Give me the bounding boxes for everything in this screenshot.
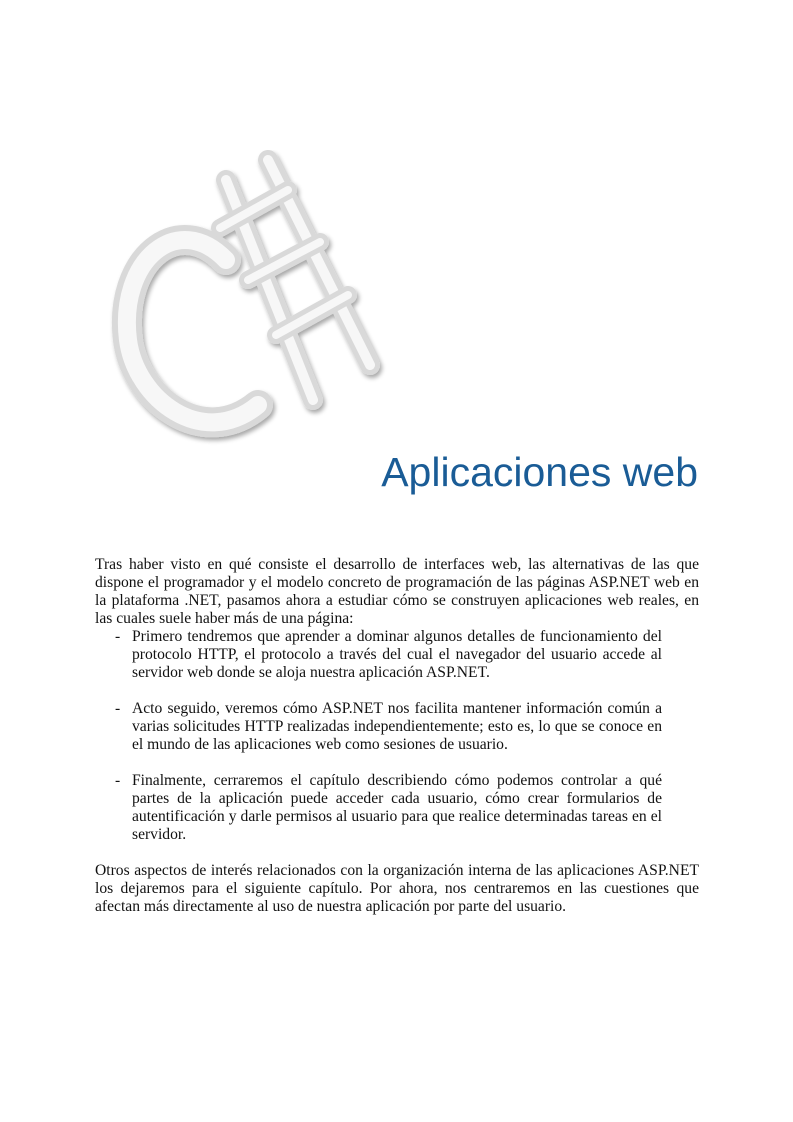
outro-paragraph: Otros aspectos de interés relacionados con la organización interna de las aplicaciones ASP.NET los dejaremos para el siguiente capítulo. Por ahora, nos centraremos en las cuestiones que afectan más directamente al uso de nuestra aplicación por parte del usuario. (95, 862, 699, 915)
list-item-text: Primero tendremos que aprender a dominar algunos detalles de funcionamiento del protocolo HTTP, el protocolo a través del cual el navegador del usuario accede al servidor web donde se aloja nuestra aplicación ASP.NET. (132, 628, 662, 681)
list-item (115, 700, 662, 754)
topic-list (95, 628, 699, 844)
bullet-marker: - (115, 700, 121, 717)
bullet-marker: - (115, 628, 121, 645)
list-item-text: Finalmente, cerraremos el capítulo describiendo cómo podemos controlar a qué partes de la aplicación puede acceder cada usuario, cómo crear formularios de autentificación y darle permisos al usuario para que realice determinadas tareas en el servidor. (132, 772, 662, 843)
chapter-title: Aplicaciones web (381, 449, 698, 495)
bullet-marker: - (115, 772, 121, 789)
csharp-logo-icon (108, 150, 398, 450)
chapter-body (95, 556, 699, 916)
intro-paragraph: Tras haber visto en qué consiste el desarrollo de interfaces web, las alternativas de las que dispone el programador y el modelo concreto de programación de las páginas ASP.NET web en la plataforma .NET, pasamos ahora a estudiar cómo se construyen aplicaciones web reales, en las cuales suele haber más de una página: (95, 556, 699, 627)
list-item (115, 772, 662, 844)
list-item-text: Acto seguido, veremos cómo ASP.NET nos facilita mantener información común a varias solicitudes HTTP realizadas independientemente; esto es, lo que se conoce en el mundo de las aplicaciones web como sesiones de usuario. (132, 700, 662, 753)
list-item (115, 628, 662, 682)
